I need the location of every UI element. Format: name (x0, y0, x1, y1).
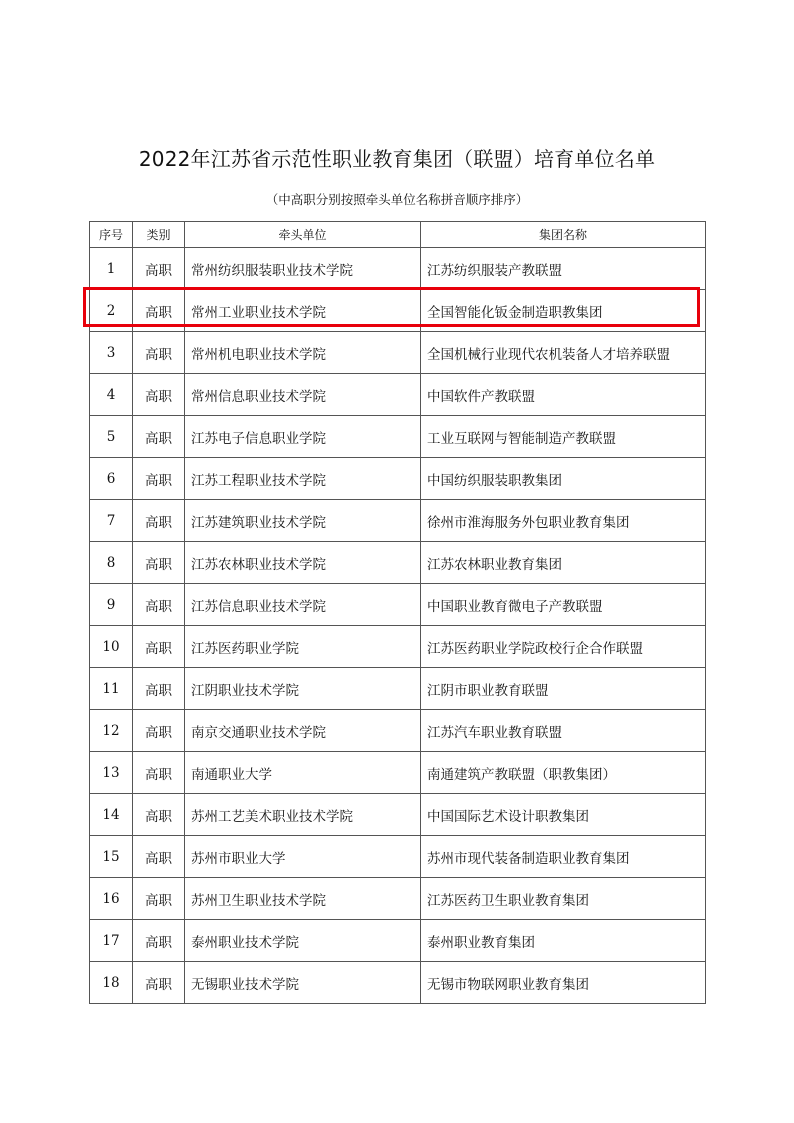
cell-group-name: 江阴市职业教育联盟 (421, 668, 706, 710)
cell-category: 高职 (133, 290, 185, 332)
cell-group-name: 全国机械行业现代农机装备人才培养联盟 (421, 332, 706, 374)
cell-serial-number: 3 (90, 332, 133, 374)
header-serial-number: 序号 (90, 222, 133, 248)
table-row (90, 878, 706, 920)
cell-group-name: 全国智能化钣金制造职教集团 (421, 290, 706, 332)
cell-category: 高职 (133, 248, 185, 290)
cell-group-name: 南通建筑产教联盟（职教集团） (421, 752, 706, 794)
cell-category: 高职 (133, 710, 185, 752)
cell-group-name: 江苏汽车职业教育联盟 (421, 710, 706, 752)
cell-serial-number: 1 (90, 248, 133, 290)
table-row (90, 542, 706, 584)
cell-lead-unit: 常州纺织服装职业技术学院 (185, 248, 421, 290)
table-row (90, 416, 706, 458)
cell-group-name: 徐州市淮海服务外包职业教育集团 (421, 500, 706, 542)
table-row (90, 962, 706, 1004)
header-category: 类别 (133, 222, 185, 248)
cell-category: 高职 (133, 542, 185, 584)
table-row (90, 668, 706, 710)
header-lead-unit: 牵头单位 (185, 222, 421, 248)
header-group-name: 集团名称 (421, 222, 706, 248)
cell-serial-number: 18 (90, 962, 133, 1004)
cell-category: 高职 (133, 500, 185, 542)
table-row (90, 290, 706, 332)
cell-lead-unit: 苏州卫生职业技术学院 (185, 878, 421, 920)
cell-category: 高职 (133, 626, 185, 668)
cell-category: 高职 (133, 836, 185, 878)
cell-category: 高职 (133, 752, 185, 794)
cell-serial-number: 11 (90, 668, 133, 710)
cell-group-name: 江苏医药职业学院政校行企合作联盟 (421, 626, 706, 668)
cell-group-name: 中国纺织服装职教集团 (421, 458, 706, 500)
cell-serial-number: 8 (90, 542, 133, 584)
table-row (90, 752, 706, 794)
cell-category: 高职 (133, 332, 185, 374)
cell-lead-unit: 常州信息职业技术学院 (185, 374, 421, 416)
cell-serial-number: 13 (90, 752, 133, 794)
cell-group-name: 江苏纺织服装产教联盟 (421, 248, 706, 290)
table-row (90, 584, 706, 626)
cell-serial-number: 10 (90, 626, 133, 668)
cell-serial-number: 6 (90, 458, 133, 500)
table-row (90, 332, 706, 374)
cell-lead-unit: 常州工业职业技术学院 (185, 290, 421, 332)
cell-lead-unit: 无锡职业技术学院 (185, 962, 421, 1004)
cell-serial-number: 12 (90, 710, 133, 752)
cell-group-name: 中国国际艺术设计职教集团 (421, 794, 706, 836)
cell-group-name: 无锡市物联网职业教育集团 (421, 962, 706, 1004)
cell-category: 高职 (133, 416, 185, 458)
cell-lead-unit: 苏州工艺美术职业技术学院 (185, 794, 421, 836)
cell-group-name: 江苏医药卫生职业教育集团 (421, 878, 706, 920)
cell-category: 高职 (133, 374, 185, 416)
table-row (90, 500, 706, 542)
cell-lead-unit: 江苏信息职业技术学院 (185, 584, 421, 626)
cell-serial-number: 17 (90, 920, 133, 962)
table-header-row (90, 222, 706, 248)
table-row (90, 710, 706, 752)
cell-lead-unit: 常州机电职业技术学院 (185, 332, 421, 374)
cell-lead-unit: 南京交通职业技术学院 (185, 710, 421, 752)
table-row (90, 920, 706, 962)
cell-serial-number: 7 (90, 500, 133, 542)
cell-category: 高职 (133, 458, 185, 500)
cell-category: 高职 (133, 920, 185, 962)
cell-serial-number: 9 (90, 584, 133, 626)
cell-category: 高职 (133, 878, 185, 920)
table-row (90, 626, 706, 668)
cell-lead-unit: 江苏农林职业技术学院 (185, 542, 421, 584)
cell-group-name: 中国软件产教联盟 (421, 374, 706, 416)
cell-lead-unit: 江苏医药职业学院 (185, 626, 421, 668)
cell-group-name: 工业互联网与智能制造产教联盟 (421, 416, 706, 458)
training-units-table (89, 221, 706, 1004)
table-row (90, 794, 706, 836)
page-subtitle: （中高职分别按照牵头单位名称拼音顺序排序） (265, 192, 529, 207)
table-row (90, 374, 706, 416)
cell-lead-unit: 苏州市职业大学 (185, 836, 421, 878)
cell-group-name: 中国职业教育微电子产教联盟 (421, 584, 706, 626)
cell-lead-unit: 江苏建筑职业技术学院 (185, 500, 421, 542)
cell-category: 高职 (133, 794, 185, 836)
cell-serial-number: 2 (90, 290, 133, 332)
cell-lead-unit: 南通职业大学 (185, 752, 421, 794)
cell-serial-number: 14 (90, 794, 133, 836)
cell-category: 高职 (133, 962, 185, 1004)
cell-category: 高职 (133, 584, 185, 626)
cell-group-name: 苏州市现代装备制造职业教育集团 (421, 836, 706, 878)
cell-category: 高职 (133, 668, 185, 710)
cell-lead-unit: 江苏电子信息职业学院 (185, 416, 421, 458)
cell-group-name: 泰州职业教育集团 (421, 920, 706, 962)
cell-serial-number: 15 (90, 836, 133, 878)
cell-group-name: 江苏农林职业教育集团 (421, 542, 706, 584)
cell-serial-number: 5 (90, 416, 133, 458)
table-row (90, 458, 706, 500)
page-title: 2022年江苏省示范性职业教育集团（联盟）培育单位名单 (138, 147, 656, 171)
table-row (90, 248, 706, 290)
cell-serial-number: 4 (90, 374, 133, 416)
cell-lead-unit: 泰州职业技术学院 (185, 920, 421, 962)
cell-lead-unit: 江苏工程职业技术学院 (185, 458, 421, 500)
table-row (90, 836, 706, 878)
cell-lead-unit: 江阴职业技术学院 (185, 668, 421, 710)
cell-serial-number: 16 (90, 878, 133, 920)
